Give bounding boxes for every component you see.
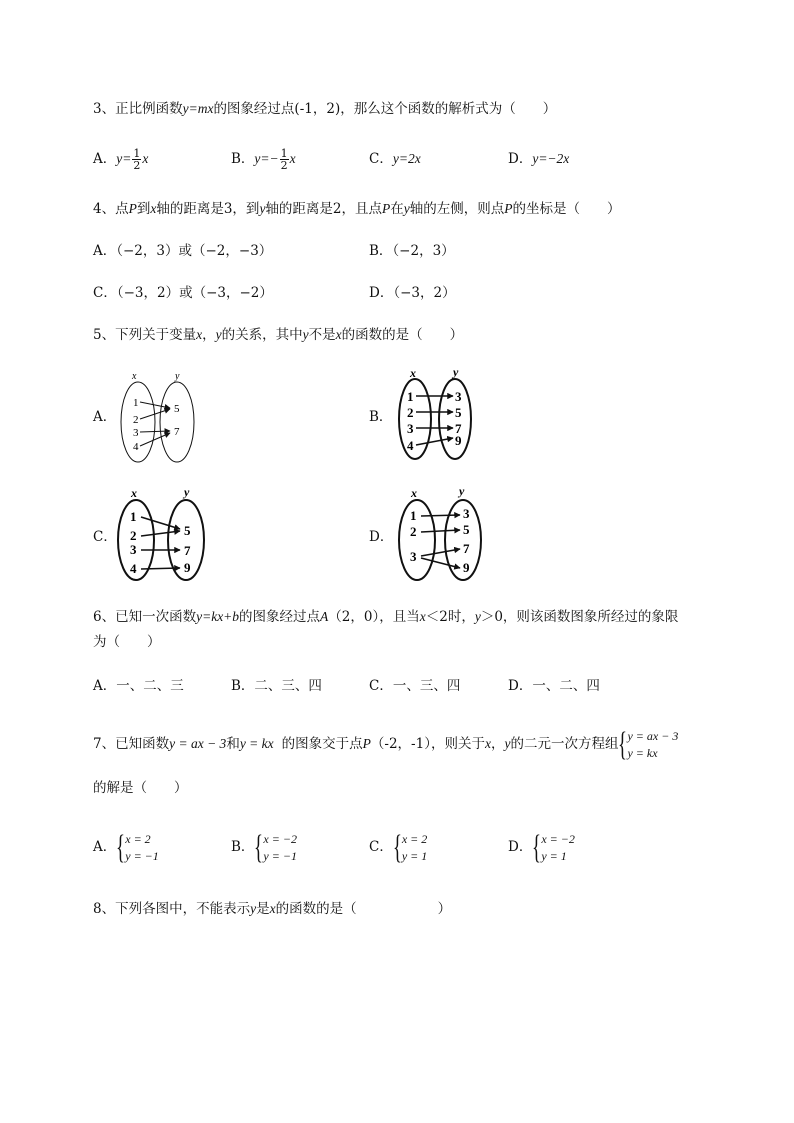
option-text: 一、二、三 [116, 678, 184, 694]
range-value: 9 [455, 433, 462, 448]
q4-text: 的坐标是（ ） [512, 201, 621, 217]
point-p: P [362, 736, 371, 751]
q3-c-expr: y=2x [392, 151, 421, 166]
q4-text: 轴的左侧，则点 [409, 201, 505, 217]
domain-value: 2 [133, 414, 139, 426]
q3-a-rhs: x [142, 151, 149, 166]
q7-text: 7、已知函数 [93, 736, 170, 752]
option-label: D． [508, 839, 533, 855]
denominator: 2 [280, 159, 288, 172]
q7-sep: ， [490, 736, 505, 752]
q3-option-b[interactable] [231, 148, 296, 171]
option-text: 二、三、四 [254, 678, 322, 694]
q5-text: 不是 [308, 327, 336, 343]
var-x: x [196, 327, 203, 342]
set-x-label: x [131, 486, 137, 500]
equation-row: y = −1 [125, 848, 159, 863]
set-x-label: x [132, 371, 137, 382]
numerator: 1 [280, 147, 288, 160]
option-text: （−2，3） [392, 243, 455, 259]
mapping-diagram-c[interactable] [114, 484, 214, 586]
range-value: 9 [463, 560, 470, 575]
equation-system [116, 828, 159, 866]
q5-option-b[interactable]: B． [369, 409, 393, 425]
equation-row: y = −1 [263, 848, 297, 863]
q6-text: 的图象经过点 [239, 609, 321, 625]
q7-option-c[interactable] [369, 830, 427, 865]
mapping-diagram-b[interactable] [393, 364, 483, 466]
set-x-label: x [411, 486, 417, 500]
set-y-label: y [453, 365, 459, 379]
question-7-stem-line2: 的解是（ ） [93, 780, 188, 796]
set-x-label: x [410, 366, 416, 380]
fraction [132, 148, 141, 171]
brace-icon: { [392, 828, 402, 866]
option-label: B． [231, 151, 255, 167]
q3-a-lhs: y= [116, 151, 132, 166]
q7-text: 和 [226, 736, 240, 752]
q6-text: 6、已知一次函数 [93, 609, 197, 625]
var-x: x [269, 901, 276, 916]
option-label: C． [369, 678, 393, 694]
range-value: 3 [463, 506, 470, 521]
q7-option-d[interactable] [508, 830, 575, 865]
option-text: （−3，2） [393, 285, 456, 301]
var-x: x [150, 201, 157, 216]
brace-icon: { [116, 828, 126, 866]
option-label: B． [231, 839, 255, 855]
question-7-stem [93, 727, 678, 762]
q4-option-b[interactable] [369, 242, 455, 260]
denominator: 2 [133, 159, 141, 172]
domain-value: 4 [407, 438, 414, 453]
range-value: 9 [184, 560, 191, 575]
q7-text: 的图象交于点 [281, 736, 363, 752]
mapping-arrow [140, 431, 170, 432]
q3-d-expr: y=−2x [532, 151, 570, 166]
option-text: 一、三、四 [392, 678, 461, 694]
domain-ellipse [399, 500, 435, 580]
domain-value: 1 [133, 397, 139, 409]
range-value: 3 [455, 389, 462, 404]
option-label: A． [93, 243, 117, 259]
equation-row: x = −2 [263, 831, 297, 846]
equation-row: y = ax − 3 [627, 728, 679, 743]
range-value: 7 [455, 421, 462, 436]
equation-row: x = 2 [401, 831, 428, 846]
q6-option-c[interactable] [369, 677, 460, 695]
q5-text: 5、下列关于变量 [93, 327, 197, 343]
mapping-arrow [141, 568, 180, 569]
range-value: 7 [174, 426, 180, 438]
mapping-arrow [421, 558, 460, 568]
q6-text: （2，0），且当 [328, 609, 420, 625]
equation-row: y = 1 [401, 848, 428, 863]
option-label: A． [93, 151, 117, 167]
option-label: B． [231, 678, 255, 694]
domain-value: 1 [410, 508, 417, 523]
domain-value: 1 [130, 509, 137, 524]
q6-text: ＜2时， [425, 609, 475, 625]
q3-option-a[interactable] [93, 148, 148, 171]
var-p: P [382, 201, 391, 216]
q6-text: ＞0，则该函数图象所经过的象限 [480, 609, 679, 625]
equation-system [392, 828, 428, 866]
option-label: D． [508, 151, 533, 167]
var-y: y [259, 201, 266, 216]
option-label: C． [93, 285, 117, 301]
q5-sep: ， [202, 327, 216, 343]
option-text: （−2，3）或（−2，−3） [116, 243, 273, 259]
q7-function-2: y = kx [239, 736, 274, 751]
option-label: C． [369, 151, 393, 167]
question-8-stem [93, 900, 451, 918]
var-x: x [335, 327, 342, 342]
range-ellipse [160, 382, 194, 462]
option-label: A． [93, 678, 117, 694]
q6-option-b[interactable] [231, 677, 322, 695]
q3-text-end: 的图象经过点(-1，2)，那么这个函数的解析式为（ ） [213, 101, 557, 117]
set-y-label: y [184, 485, 190, 499]
q3-option-d[interactable] [508, 150, 569, 168]
q8-text: 是 [256, 901, 270, 917]
range-value: 5 [463, 522, 470, 537]
brace-icon: { [618, 725, 628, 763]
mapping-diagram-d[interactable] [393, 484, 493, 586]
q3-function: y=mx [182, 101, 214, 116]
domain-value: 2 [130, 528, 137, 543]
q4-text: 轴的距离是2，且点 [265, 201, 383, 217]
option-text: 一、二、四 [532, 678, 600, 694]
brace-icon: { [532, 828, 542, 866]
brace-icon: { [254, 828, 264, 866]
option-label: D． [508, 678, 533, 694]
q4-option-a[interactable] [93, 242, 272, 260]
equation-row: x = 2 [125, 831, 151, 846]
q7-function-1: y = ax − 3 [169, 736, 227, 751]
var-y: y [474, 609, 481, 624]
var-p: P [128, 201, 137, 216]
equation-system [254, 828, 297, 866]
option-label: D． [369, 285, 394, 301]
domain-value: 3 [407, 421, 414, 436]
var-y: y [302, 327, 309, 342]
q6-function: y=kx+b [196, 609, 240, 624]
domain-value: 3 [410, 549, 417, 564]
range-value: 5 [174, 403, 180, 415]
option-text: （−3，2）或（−3，−2） [116, 285, 273, 301]
q5-text: 的函数的是（ ） [341, 327, 464, 343]
question-5-stem [93, 326, 463, 344]
q5-text: 的关系，其中 [221, 327, 303, 343]
range-value: 7 [463, 541, 470, 556]
domain-value: 3 [133, 427, 139, 439]
q4-option-d[interactable] [369, 284, 456, 302]
question-3-stem [93, 100, 556, 118]
var-y: y [504, 736, 511, 751]
fraction [280, 148, 289, 171]
mapping-arrow [416, 438, 453, 445]
range-value: 5 [455, 405, 462, 420]
range-value: 7 [184, 543, 191, 558]
set-y-label: y [459, 484, 465, 498]
equation-system [532, 828, 575, 866]
mapping-diagram-a[interactable] [114, 366, 204, 466]
q5-option-a[interactable]: A． [93, 409, 117, 425]
var-x: x [419, 609, 426, 624]
q7-text: 的二元一次方程组 [510, 736, 619, 752]
question-6-stem [93, 608, 678, 626]
domain-value: 4 [133, 441, 139, 453]
domain-value: 3 [130, 542, 137, 557]
option-label: C． [369, 839, 393, 855]
option-label: A． [93, 839, 117, 855]
question-4-stem [93, 200, 621, 218]
numerator: 1 [133, 147, 141, 160]
domain-value: 4 [130, 561, 137, 576]
q7-text: （-2，-1），则关于 [370, 736, 485, 752]
q3-text: 3、正比例函数 [93, 101, 183, 117]
var-p: P [504, 201, 513, 216]
q5-option-c[interactable]: C． [93, 529, 117, 545]
q6-option-a[interactable] [93, 677, 184, 695]
var-y: y [250, 901, 257, 916]
mapping-arrow [421, 549, 460, 556]
q8-text: 的函数的是（ ） [275, 901, 452, 917]
point-a: A [320, 609, 329, 624]
equation-row: x = −2 [541, 831, 575, 846]
equation-system [618, 725, 679, 763]
q3-b-rhs: x [289, 151, 296, 166]
mapping-arrow [141, 517, 180, 529]
var-y: y [215, 327, 222, 342]
q7-option-b[interactable] [231, 830, 297, 865]
question-6-stem-line2: 为（ ） [93, 634, 161, 650]
mapping-arrow [421, 530, 460, 532]
domain-ellipse [399, 379, 431, 459]
q8-text: 8、下列各图中，不能表示 [93, 901, 251, 917]
mapping-arrow [141, 531, 180, 536]
var-x: x [484, 736, 491, 751]
equation-row: y = kx [627, 745, 658, 760]
domain-value: 1 [407, 389, 414, 404]
q5-option-d[interactable]: D． [369, 529, 394, 545]
q3-b-lhs: y=− [254, 151, 279, 166]
domain-value: 2 [410, 524, 417, 539]
q4-text: 到 [136, 201, 151, 217]
q3-option-c[interactable] [369, 150, 421, 168]
q4-text: 4、点 [93, 201, 129, 217]
q4-text: 轴的距离是3，到 [156, 201, 260, 217]
q4-option-c[interactable] [93, 284, 273, 302]
mapping-arrow [421, 515, 460, 516]
domain-value: 2 [407, 405, 414, 420]
option-label: B． [369, 243, 393, 259]
q7-option-a[interactable] [93, 830, 159, 865]
var-y: y [403, 201, 410, 216]
range-value: 5 [184, 523, 191, 538]
mapping-arrow [140, 402, 170, 408]
q4-text: 在 [390, 201, 404, 217]
set-y-label: y [175, 371, 180, 382]
q6-option-d[interactable] [508, 677, 600, 695]
equation-row: y = 1 [541, 848, 567, 863]
mapping-arrow [140, 433, 170, 446]
